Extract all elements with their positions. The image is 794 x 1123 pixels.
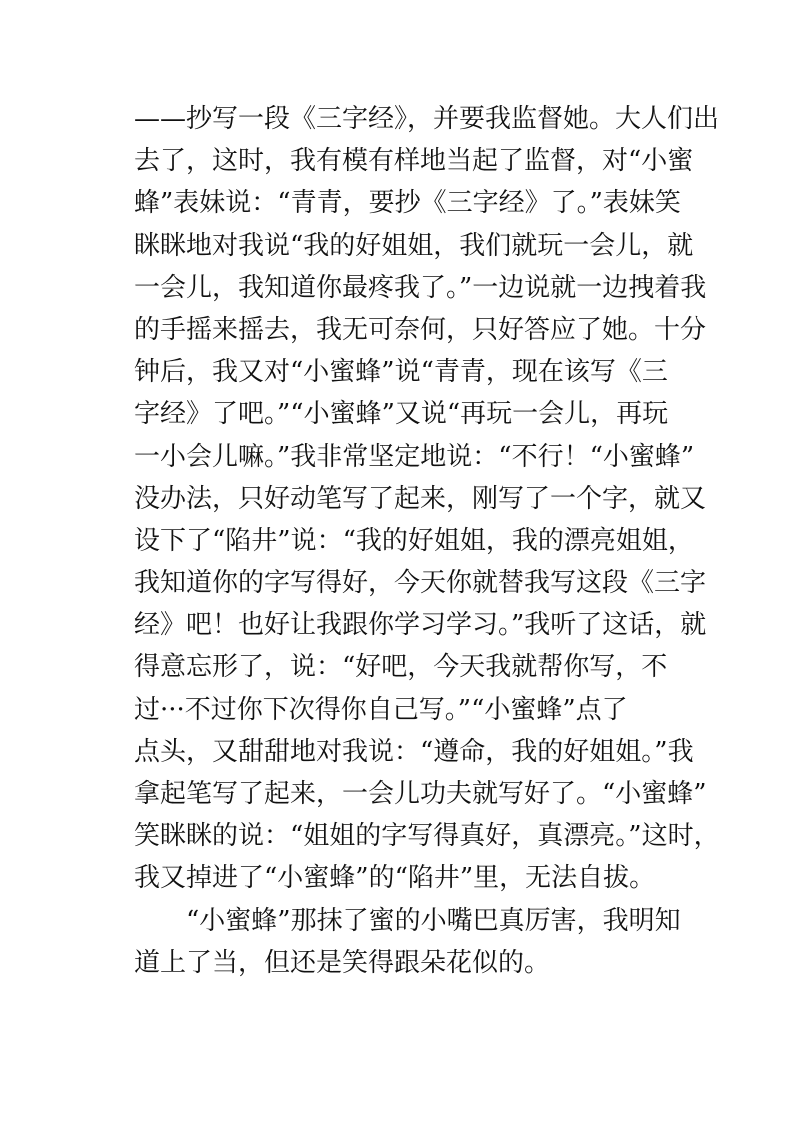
text-line: 经》吧！也好让我跟你学习学习。”我听了这话，就 xyxy=(134,610,707,641)
text-line: 蜂”表妹说：“青青，要抄《三字经》了。”表妹笑 xyxy=(134,188,681,219)
text-line: 得意忘形了，说：“好吧，今天我就帮你写，不 xyxy=(134,652,668,683)
text-line: ——抄写一段《三字经》，并要我监督她。大人们出 xyxy=(134,104,720,134)
text-line: 一会儿，我知道你最疼我了。”一边说就一边拽着我 xyxy=(134,272,707,303)
text-line: 钟后，我又对“小蜜蜂”说“青青，现在该写《三 xyxy=(134,357,668,388)
text-line: 笑眯眯的说：“姐姐的字写得真好，真漂亮。”这时， xyxy=(134,821,720,852)
text-line: 字经》了吧。”“小蜜蜂”又说“再玩一会儿，再玩 xyxy=(134,399,669,430)
text-line: 一小会儿嘛。”我非常坚定地说：“不行！“小蜜蜂” xyxy=(134,441,695,472)
text-line: 点头，又甜甜地对我说：“遵命，我的好姐姐。”我 xyxy=(134,736,694,767)
text-line: 我知道你的字写得好，今天你就替我写这段《三字 xyxy=(134,568,707,599)
body-text xyxy=(134,98,720,984)
text-line: 去了，这时，我有模有样地当起了监督，对“小蜜 xyxy=(134,146,694,177)
text-line: 的手摇来摇去，我无可奈何，只好答应了她。十分 xyxy=(134,314,707,345)
text-line: 眯眯地对我说“我的好姐姐，我们就玩一会儿，就 xyxy=(134,230,694,261)
text-line: 道上了当，但还是笑得跟朵花似的。 xyxy=(134,947,551,978)
text-line: 拿起笔写了起来，一会儿功夫就写好了。“小蜜蜂” xyxy=(134,779,707,809)
paragraph-first-line: “小蜜蜂”那抹了蜜的小嘴巴真厉害，我明知 xyxy=(186,905,681,936)
text-line: 我又掉进了“小蜜蜂”的“陷井”里，无法自拔。 xyxy=(134,863,656,894)
text-line: 过···不过你下次得你自己写。”“小蜜蜂”点了 xyxy=(134,694,628,725)
text-line: 没办法，只好动笔写了起来，刚写了一个字，就又 xyxy=(134,483,707,514)
text-line: 设下了“陷井”说：“我的好姐姐，我的漂亮姐姐， xyxy=(134,525,694,556)
